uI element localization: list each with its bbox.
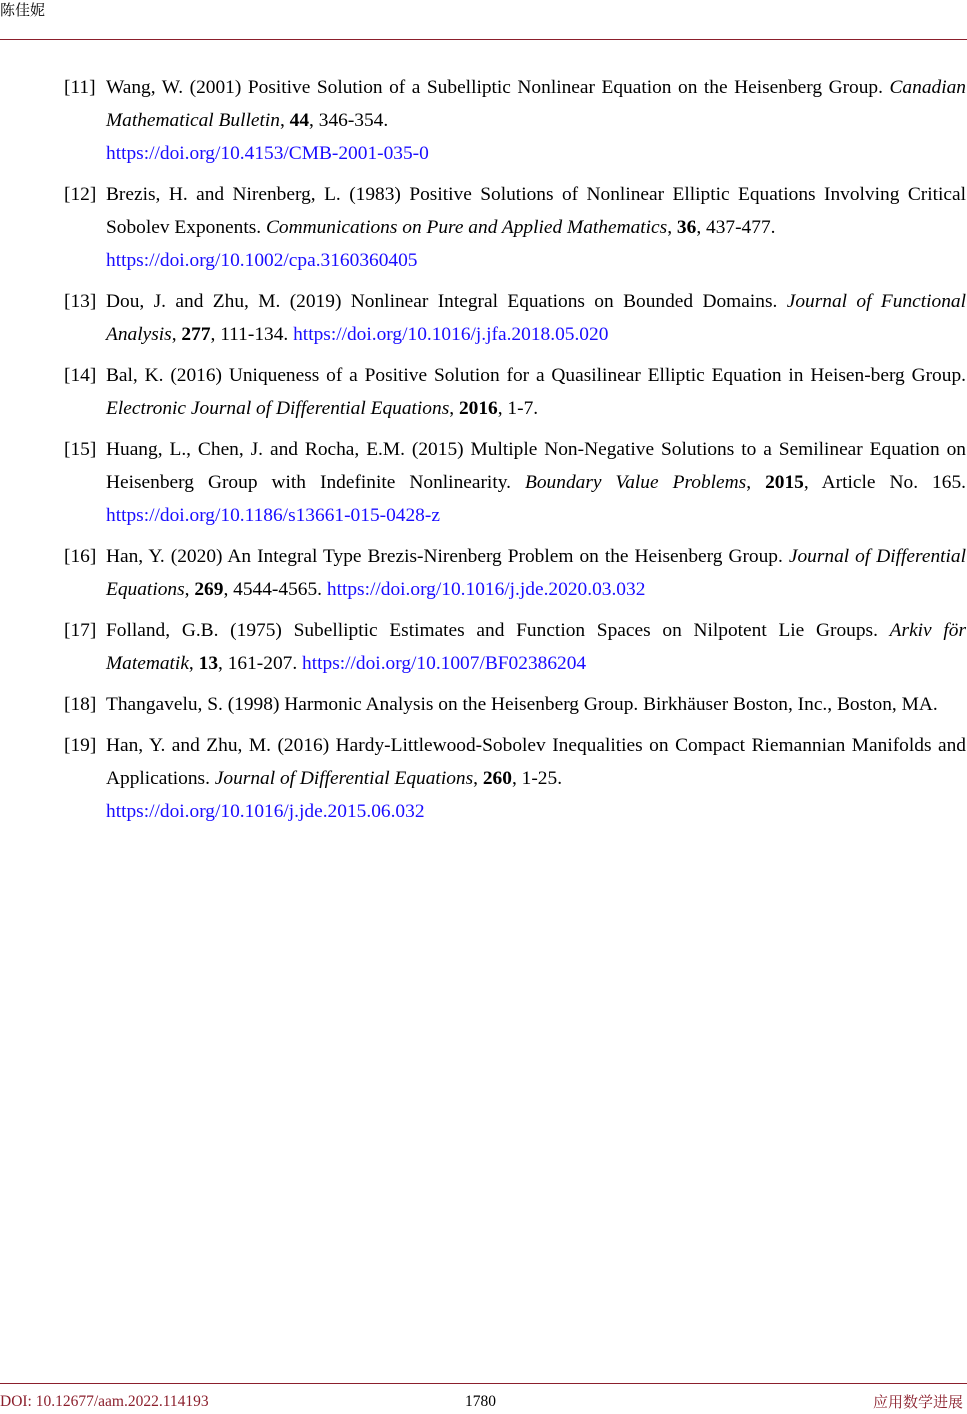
reference-item bbox=[64, 71, 966, 170]
reference-item bbox=[64, 688, 966, 721]
reference-number: [15] bbox=[64, 439, 97, 460]
reference-journal: Communications on Pure and Applied Mathematics bbox=[265, 217, 668, 238]
reference-volume: 260 bbox=[482, 768, 512, 789]
reference-volume: 269 bbox=[194, 579, 224, 600]
reference-text bbox=[106, 285, 966, 351]
reference-text bbox=[106, 540, 966, 606]
reference-item bbox=[64, 540, 966, 606]
reference-citation: Dou, J. and Zhu, M. (2019) Nonlinear Integral Equations on Bounded Domains. bbox=[106, 291, 787, 312]
reference-volume: 2016 bbox=[458, 398, 498, 419]
reference-pages: , 1-7. bbox=[497, 398, 539, 419]
reference-volume: 36 bbox=[676, 217, 697, 238]
reference-doi-link[interactable]: https://doi.org/10.1016/j.jfa.2018.05.020 bbox=[293, 324, 609, 345]
reference-journal: Electronic Journal of Differential Equations bbox=[106, 398, 450, 419]
reference-pages: , 161-207. bbox=[218, 653, 303, 674]
reference-number: [17] bbox=[64, 620, 97, 641]
reference-text bbox=[106, 729, 966, 828]
reference-doi-link[interactable]: https://doi.org/10.1186/s13661-015-0428-z bbox=[106, 505, 440, 526]
reference-volume: 13 bbox=[198, 653, 219, 674]
reference-pages: , 346-354. bbox=[309, 110, 389, 131]
reference-separator: , bbox=[184, 579, 195, 600]
reference-pages: , 4544-4565. bbox=[223, 579, 327, 600]
reference-text bbox=[106, 359, 966, 425]
reference-number: [12] bbox=[64, 184, 97, 205]
reference-pages: , 111-134. bbox=[210, 324, 294, 345]
reference-text bbox=[106, 178, 966, 277]
reference-item bbox=[64, 178, 966, 277]
reference-number: [14] bbox=[64, 365, 97, 386]
reference-doi-link[interactable]: https://doi.org/10.1016/j.jde.2015.06.032 bbox=[106, 801, 425, 822]
reference-separator: , bbox=[746, 472, 766, 493]
reference-text bbox=[106, 433, 966, 532]
reference-journal: Arkiv för Matematik bbox=[106, 620, 967, 674]
reference-doi-link[interactable]: https://doi.org/10.1016/j.jde.2020.03.032 bbox=[326, 579, 646, 600]
reference-citation: Huang, L., Chen, J. and Rocha, E.M. (2015) Multiple Non-Negative Solutions to a Semilinear Equation on Heisenberg Group with Indefinite Nonlinearity. bbox=[106, 439, 966, 493]
reference-separator: , bbox=[171, 324, 182, 345]
reference-pages: , 1-25. bbox=[511, 768, 563, 789]
reference-journal: Canadian Mathematical Bulletin bbox=[106, 77, 966, 131]
running-head-author: 陈佳妮 bbox=[0, 1, 46, 19]
footer-journal-name: 应用数学进展 bbox=[872, 1393, 963, 1411]
reference-item bbox=[64, 433, 966, 532]
reference-item bbox=[64, 359, 966, 425]
reference-item bbox=[64, 614, 966, 680]
reference-separator: , bbox=[473, 768, 483, 789]
reference-volume: 277 bbox=[181, 324, 211, 345]
reference-citation: Thangavelu, S. (1998) Harmonic Analysis on the Heisenberg Group. Birkhäuser Boston, Inc., Boston, MA. bbox=[106, 694, 938, 715]
reference-citation: Brezis, H. and Nirenberg, L. (1983) Positive Solutions of Nonlinear Elliptic Equations Involving Critical Sobolev Exponents. bbox=[106, 184, 966, 238]
footer-rule bbox=[0, 1383, 967, 1384]
reference-citation: Bal, K. (2016) Uniqueness of a Positive Solution for a Quasilinear Elliptic Equation in Heisen-berg Group. bbox=[106, 365, 966, 386]
footer-doi: DOI: 10.12677/aam.2022.114193 bbox=[0, 1393, 209, 1410]
reference-citation: Han, Y. and Zhu, M. (2016) Hardy-Littlewood-Sobolev Inequalities on Compact Riemannian Manifolds and Applications. bbox=[106, 735, 966, 789]
reference-number: [11] bbox=[64, 77, 96, 98]
reference-item bbox=[64, 729, 966, 828]
reference-journal: Boundary Value Problems bbox=[525, 472, 747, 493]
reference-text bbox=[106, 614, 966, 680]
reference-text bbox=[106, 688, 966, 721]
reference-citation: Folland, G.B. (1975) Subelliptic Estimates and Function Spaces on Nilpotent Lie Groups. bbox=[106, 620, 890, 641]
reference-journal: Journal of Differential Equations bbox=[214, 768, 474, 789]
reference-volume: 44 bbox=[289, 110, 310, 131]
reference-number: [16] bbox=[64, 546, 97, 567]
reference-pages: , 437-477. bbox=[696, 217, 776, 238]
reference-doi-link[interactable]: https://doi.org/10.1002/cpa.3160360405 bbox=[106, 250, 418, 271]
reference-separator: , bbox=[667, 217, 677, 238]
header-rule bbox=[0, 39, 967, 40]
reference-journal: Journal of Differential Equations bbox=[106, 546, 966, 600]
reference-volume: 2015 bbox=[765, 472, 804, 493]
reference-journal: Journal of Functional Analysis bbox=[106, 291, 966, 345]
reference-number: [13] bbox=[64, 291, 97, 312]
reference-citation: Han, Y. (2020) An Integral Type Brezis-Nirenberg Problem on the Heisenberg Group. bbox=[106, 546, 789, 567]
reference-separator: , bbox=[279, 110, 290, 131]
reference-list bbox=[64, 71, 966, 836]
reference-separator: , bbox=[188, 653, 199, 674]
reference-doi-link[interactable]: https://doi.org/10.4153/CMB-2001-035-0 bbox=[106, 143, 429, 164]
page-number: 1780 bbox=[465, 1393, 496, 1410]
reference-number: [19] bbox=[64, 735, 97, 756]
reference-doi-link[interactable]: https://doi.org/10.1007/BF02386204 bbox=[302, 653, 587, 674]
reference-separator: , bbox=[449, 398, 459, 419]
reference-citation: Wang, W. (2001) Positive Solution of a Subelliptic Nonlinear Equation on the Heisenberg Group. bbox=[106, 77, 890, 98]
reference-item bbox=[64, 285, 966, 351]
reference-number: [18] bbox=[64, 694, 97, 715]
reference-text bbox=[106, 71, 966, 170]
reference-pages: , Article No. 165. bbox=[803, 472, 966, 493]
